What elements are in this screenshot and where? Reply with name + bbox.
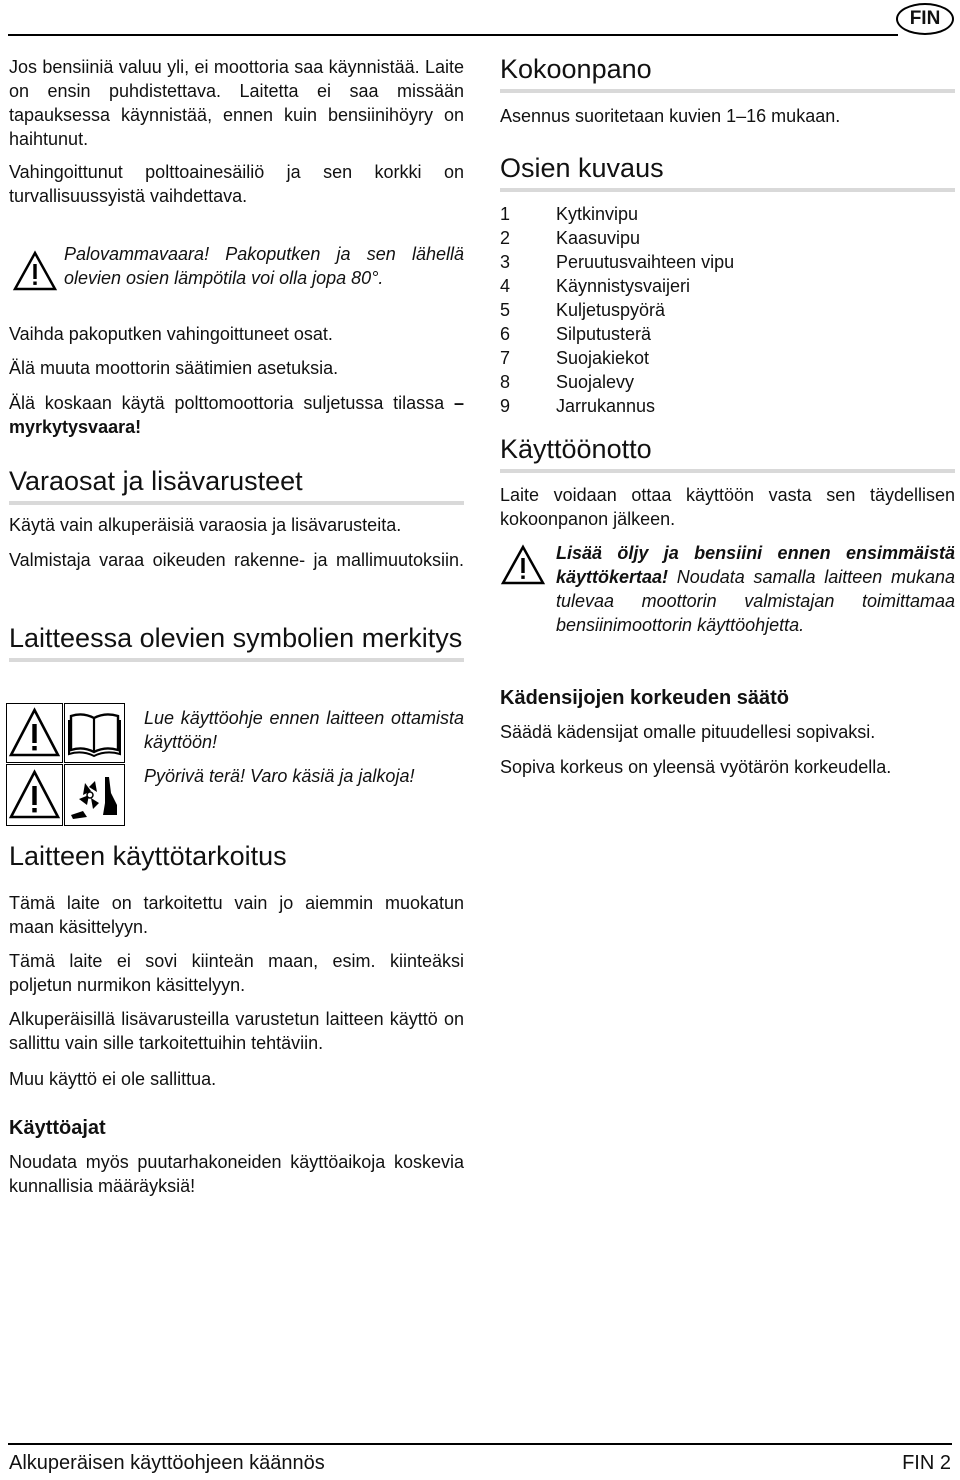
paragraph-handle-adjust: Säädä kädensijat omalle pituudellesi sopivaksi. — [500, 722, 876, 742]
heading-intended-use: Laitteen käyttötarkoitus — [9, 841, 287, 871]
paragraph-fuel-spill: Jos bensiiniä valuu yli, ei moottoria saa käynnistää. Laite on ensin puhdistettava. Laitetta ei saa missään tapauksessa käynnistää, ennen kuin bensiinihöyry on haihtunut. — [9, 57, 464, 149]
read-manual-book-icon — [65, 704, 124, 762]
paragraph-closed-space — [9, 391, 464, 439]
closed-space-text: Älä koskaan käytä polttomoottoria suljetussa tilassa — [9, 393, 445, 413]
paragraph-accessories-use: Alkuperäisillä lisävarusteilla varustetun laitteen käyttö on sallittu vain sille tarkoitettuihin tehtäviin. — [9, 1009, 464, 1053]
warning-triangle-icon — [7, 765, 62, 825]
header-rule — [8, 34, 898, 36]
heading-handle-height: Kädensijojen korkeuden säätö — [500, 687, 789, 709]
part-number: 6 — [500, 324, 511, 344]
part-label: Suojalevy — [556, 372, 635, 392]
paragraph-other-use: Muu käyttö ei ole sallittua. — [9, 1069, 217, 1089]
heading-assembly: Kokoonpano — [500, 53, 955, 93]
paragraph-original-parts: Käytä vain alkuperäisiä varaosia ja lisävarusteita. — [9, 515, 402, 535]
part-number: 4 — [500, 276, 511, 296]
footer-translation-note: Alkuperäisen käyttöohjeen käännös — [9, 1452, 325, 1474]
paragraph-engine-settings: Älä muuta moottorin säätimien asetuksia. — [9, 358, 339, 378]
list-item — [500, 202, 955, 226]
part-label: Silputusterä — [556, 324, 652, 344]
symbol-blade-text: Pyörivä terä! Varo käsiä ja jalkoja! — [144, 766, 415, 786]
list-item — [500, 298, 955, 322]
paragraph-not-hard-soil: Tämä laite ei sovi kiinteän maan, esim. kiinteäksi poljetun nurmikon käsittelyyn. — [9, 951, 464, 995]
warning-oil-fuel-bold: Lisää öljy ja bensiini ennen ensimmäistä käyttökertaa! — [556, 543, 955, 587]
part-label: Käynnistysvaijeri — [556, 276, 691, 296]
poisoning-warning: – myrkytysvaara! — [9, 393, 464, 437]
list-item — [500, 274, 955, 298]
list-item — [500, 226, 955, 250]
part-number: 9 — [500, 396, 511, 416]
part-number: 8 — [500, 372, 511, 392]
paragraph-handle-height: Sopiva korkeus on yleensä vyötärön korkeudella. — [500, 757, 892, 777]
heading-startup: Käyttöönotto — [500, 433, 955, 473]
paragraph-use-prepared-soil: Tämä laite on tarkoitettu vain jo aiemmin muokatun maan käsittelyyn. — [9, 893, 464, 937]
heading-operating-times: Käyttöajat — [9, 1117, 106, 1139]
heading-parts: Osien kuvaus — [500, 152, 955, 192]
part-label: Jarrukannus — [556, 396, 656, 416]
warning-oil-fuel — [556, 541, 955, 637]
part-label: Peruutusvaihteen vipu — [556, 252, 735, 272]
warning-triangle-icon — [500, 544, 546, 586]
symbol-warning-box-2 — [6, 764, 63, 826]
list-item — [500, 322, 955, 346]
list-item — [500, 250, 955, 274]
paragraph-startup: Laite voidaan ottaa käyttöön vasta sen täydellisen kokoonpanon jälkeen. — [500, 485, 955, 529]
symbol-rotating-blade-box — [64, 764, 125, 826]
list-item — [500, 346, 955, 370]
part-number: 2 — [500, 228, 511, 248]
part-label: Suojakiekot — [556, 348, 650, 368]
paragraph-design-changes: Valmistaja varaa oikeuden rakenne- ja mallimuutoksiin. — [9, 550, 464, 570]
warning-triangle-icon — [12, 250, 58, 292]
symbol-manual-text: Lue käyttöohje ennen laitteen ottamista käyttöön! — [144, 708, 464, 752]
heading-spare-parts: Varaosat ja lisävarusteet — [9, 465, 464, 505]
rotating-blade-icon — [65, 765, 124, 825]
part-label: Kaasuvipu — [556, 228, 641, 248]
part-number: 7 — [500, 348, 511, 368]
heading-symbols: Laitteessa olevien symbolien merkitys — [9, 622, 464, 662]
language-badge: FIN — [896, 3, 954, 35]
paragraph-operating-times: Noudata myös puutarhakoneiden käyttöaikoja koskevia kunnallisia määräyksiä! — [9, 1152, 464, 1196]
part-number: 1 — [500, 204, 511, 224]
list-item — [500, 370, 955, 394]
part-number: 5 — [500, 300, 511, 320]
symbol-manual-box — [64, 703, 125, 763]
paragraph-exhaust-parts: Vaihda pakoputken vahingoittuneet osat. — [9, 324, 333, 344]
warning-burn-text: Palovammavaara! Pakoputken ja sen lähellä olevien osien lämpötila voi olla jopa 80°. — [64, 244, 464, 288]
footer-page-number: FIN 2 — [902, 1452, 951, 1474]
footer-rule — [8, 1443, 952, 1445]
list-item — [500, 394, 955, 418]
warning-oil-fuel-rest: Noudata samalla laitteen mukana tulevaa moottorin valmistajan toimittamaa bensiinimoottorin käyttöohjetta. — [556, 567, 955, 635]
symbol-warning-box — [6, 703, 63, 763]
parts-list — [500, 202, 955, 418]
part-label: Kuljetuspyörä — [556, 300, 666, 320]
warning-triangle-icon — [7, 704, 62, 762]
part-number: 3 — [500, 252, 511, 272]
paragraph-assembly: Asennus suoritetaan kuvien 1–16 mukaan. — [500, 106, 841, 126]
paragraph-fuel-tank: Vahingoittunut polttoainesäiliö ja sen korkki on turvallisuussyistä vaihdettava. — [9, 162, 464, 206]
part-label: Kytkinvipu — [556, 204, 639, 224]
